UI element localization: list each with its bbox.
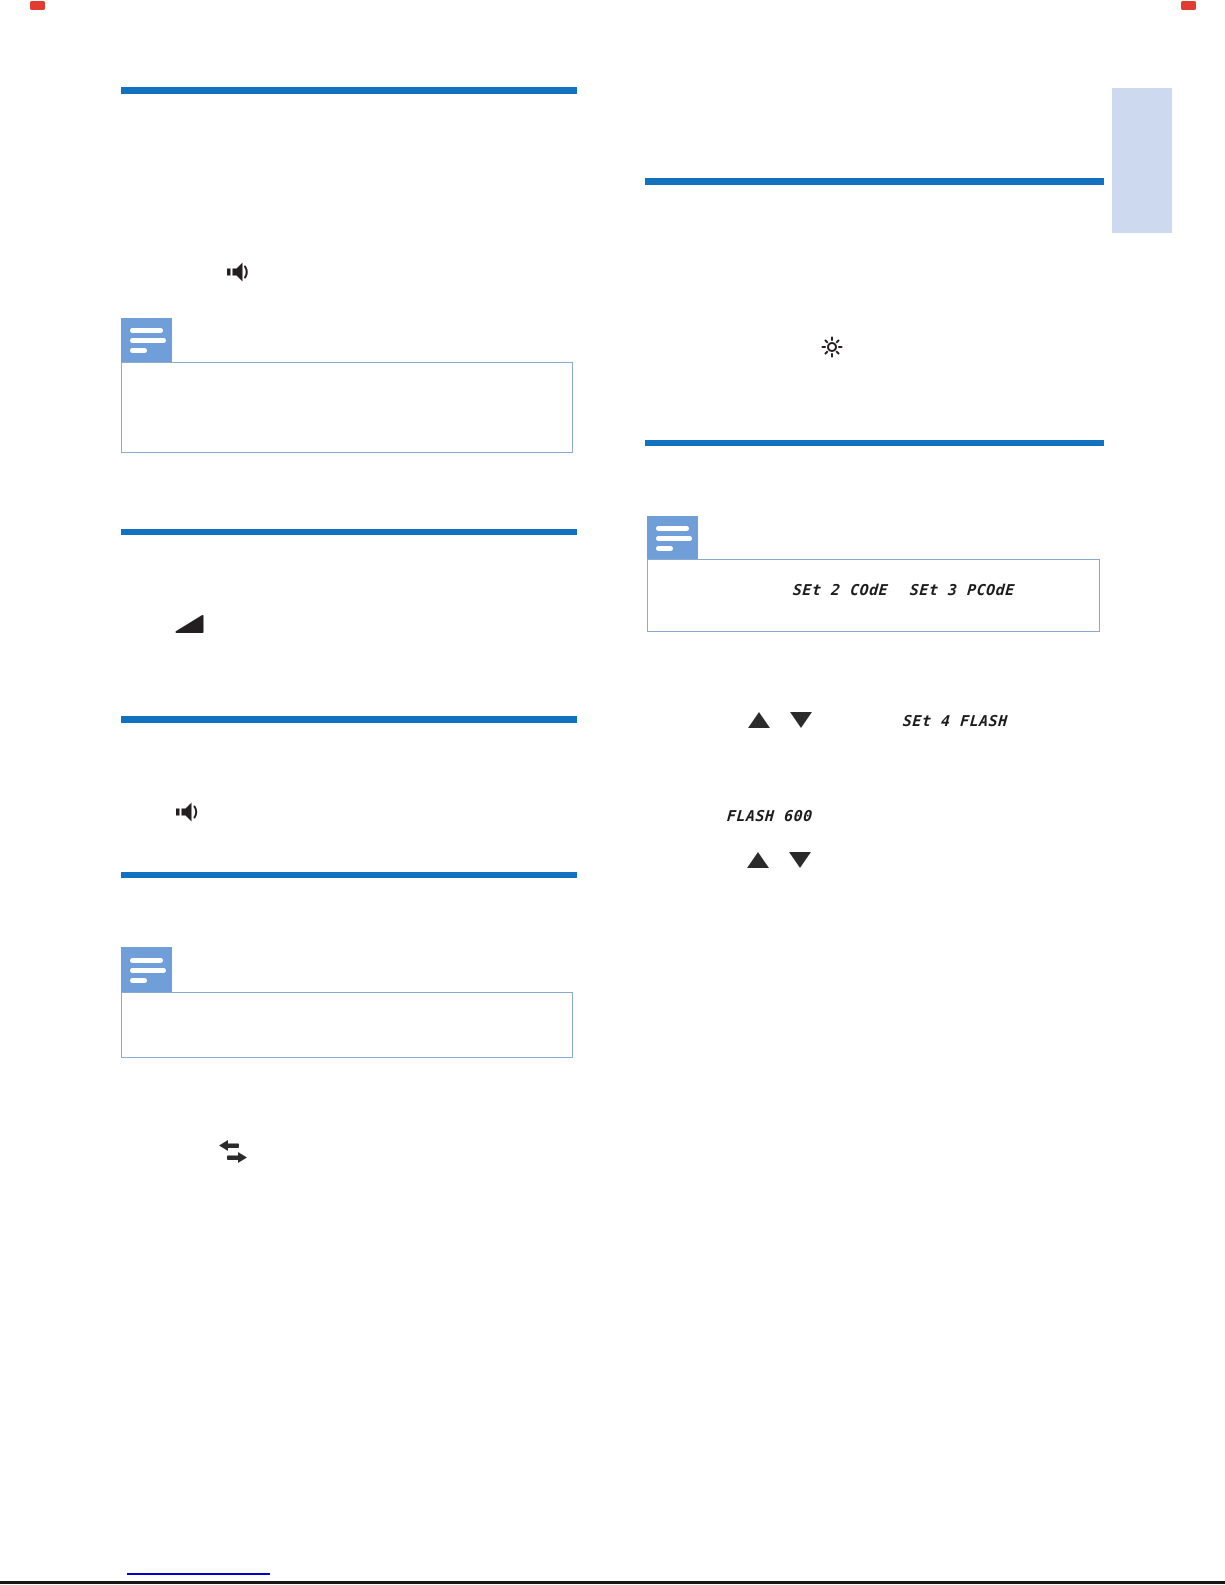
section-rule <box>121 872 577 878</box>
speaker-icon <box>227 262 249 282</box>
footer-link-underline[interactable] <box>127 1573 270 1575</box>
lcd-display-set2-code: SEt 2 COdE <box>792 581 889 599</box>
note-icon-line <box>130 978 147 983</box>
section-rule <box>645 440 1104 446</box>
section-rule <box>121 87 577 94</box>
down-triangle-key <box>790 712 812 728</box>
section-rule <box>121 716 577 723</box>
note-icon <box>647 516 698 559</box>
swap-arrows-icon <box>219 1140 247 1164</box>
note-icon-line <box>656 546 673 551</box>
note-icon-line <box>130 968 166 973</box>
page-bottom-edge <box>0 1581 1225 1584</box>
section-rule <box>121 529 577 535</box>
speaker-icon <box>176 802 200 822</box>
lcd-display-set3-pcode: SEt 3 PCOdE <box>909 581 1016 599</box>
note-icon-line <box>656 536 692 541</box>
note-icon <box>121 318 172 362</box>
note-icon-line <box>130 348 147 353</box>
note-icon-line <box>656 526 689 531</box>
lcd-display-flash-600: FLASH 600 <box>726 807 814 825</box>
lcd-display-set4-flash: SEt 4 FLASH <box>902 712 1009 730</box>
up-triangle-key <box>747 852 769 868</box>
section-rule <box>645 178 1104 185</box>
chapter-tab-marker <box>1112 88 1172 233</box>
red-crop-mark-right <box>1181 1 1196 10</box>
note-icon-line <box>130 328 163 333</box>
note-icon <box>121 947 172 992</box>
up-triangle-key <box>748 712 770 728</box>
note-icon-line <box>130 958 163 963</box>
note-icon-line <box>130 338 166 343</box>
volume-ramp-icon <box>175 614 204 634</box>
note-callout-box <box>121 992 573 1058</box>
down-triangle-key <box>789 852 811 868</box>
note-callout-box <box>121 362 573 453</box>
brightness-icon <box>821 336 843 358</box>
red-crop-mark-left <box>30 1 45 10</box>
